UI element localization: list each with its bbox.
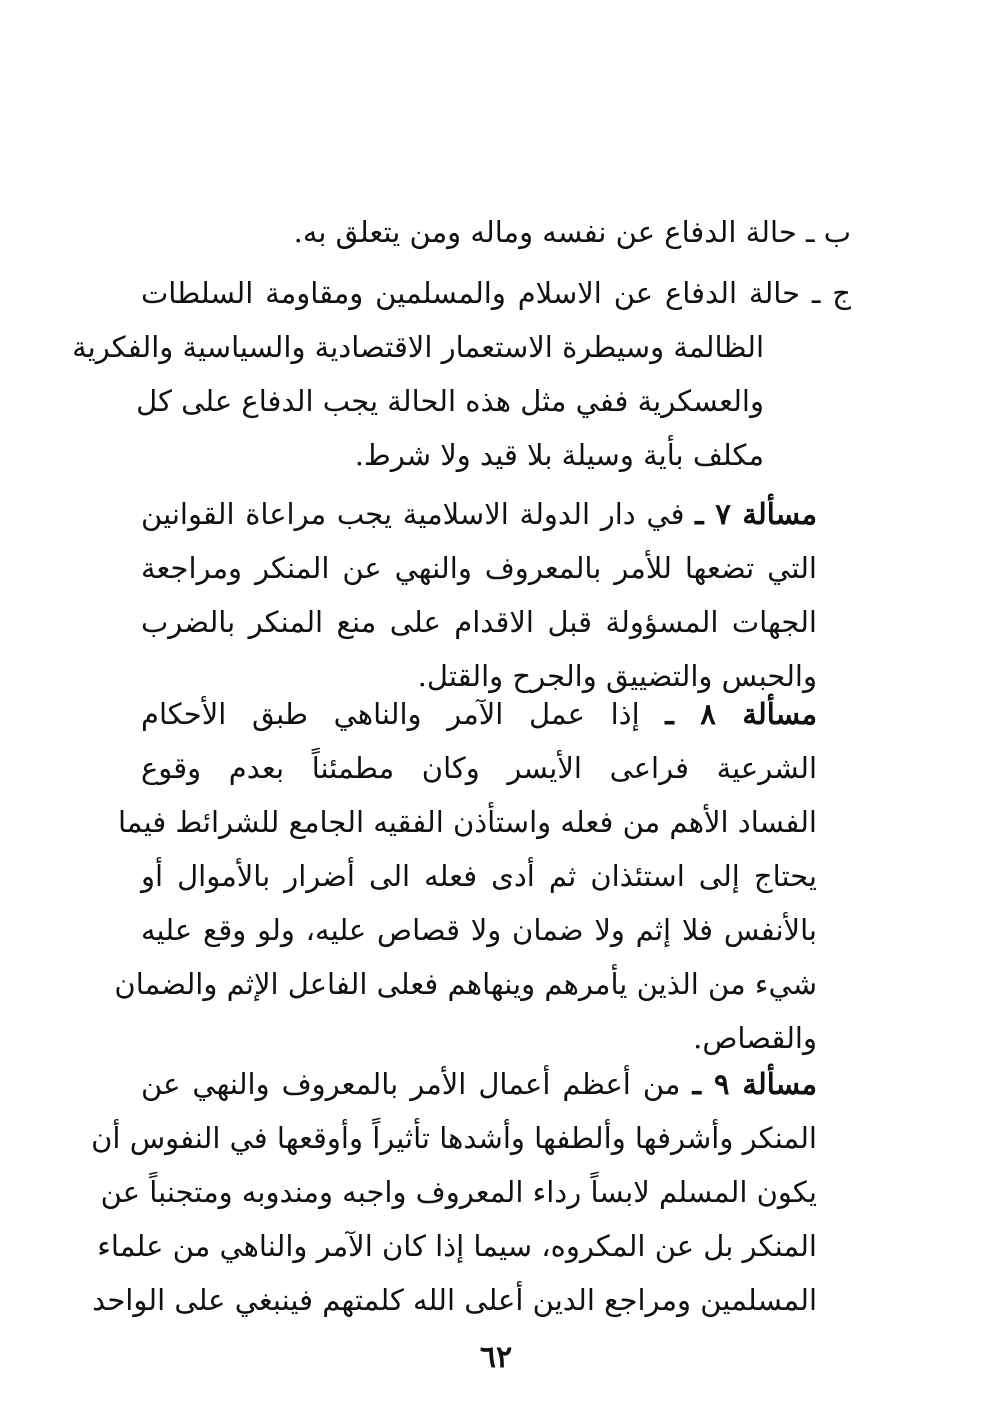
- item-c-line-1: ج ـ حالة الدفاع عن الاسلام والمسلمين ومقاومة السلطات: [141, 276, 851, 310]
- masala-7-line-1: [141, 494, 817, 534]
- item-c-line-4: مكلف بأية وسيلة بلا قيد ولا شرط.: [354, 438, 764, 472]
- item-c-line-3: والعسكرية ففي مثل هذه الحالة يجب الدفاع على كل: [136, 384, 764, 418]
- masala-9-line-5: المسلمين ومراجع الدين أعلى الله كلمتهم فينبغي على الواحد: [92, 1283, 817, 1317]
- masala-8-line-2: الشرعية فراعى الأيسر وكان مطمئناً بعدم وقوع: [141, 751, 817, 785]
- masala-8-label: مسألة ٨ ـ: [665, 697, 818, 731]
- masala-8-text-1: إذا عمل الآمر والناهي طبق الأحكام: [141, 697, 640, 731]
- masala-8-line-7: والقصاص.: [693, 1021, 817, 1055]
- masala-9-label: مسألة ٩ ـ: [692, 1067, 818, 1101]
- masala-9-text-1: من أعظم أعمال الأمر بالمعروف والنهي عن: [141, 1067, 681, 1101]
- page-number: ٦٢: [479, 1340, 513, 1375]
- masala-8-line-6: شيء من الذين يأمرهم وينهاهم فعلى الفاعل الإثم والضمان: [114, 967, 817, 1001]
- masala-8-line-5: بالأنفس فلا إثم ولا ضمان ولا قصاص عليه، ولو وقع عليه: [141, 913, 817, 947]
- masala-7-line-4: والحبس والتضييق والجرح والقتل.: [417, 659, 817, 693]
- item-c-line-2: الظالمة وسيطرة الاستعمار الاقتصادية والسياسية والفكرية: [72, 330, 764, 364]
- masala-7-label: مسألة ٧ ـ: [695, 497, 817, 531]
- masala-9-line-2: المنكر وأشرفها وألطفها وأشدها تأثيراً وأوقعها في النفوس أن: [91, 1121, 817, 1155]
- masala-8-line-4: يحتاج إلى استئذان ثم أدى فعله الى أضرار بالأموال أو: [141, 859, 817, 893]
- masala-9-line-4: المنكر بل عن المكروه، سيما إذا كان الآمر والناهي من علماء: [97, 1229, 817, 1263]
- item-b-line-1: ب ـ حالة الدفاع عن نفسه وماله ومن يتعلق به.: [293, 215, 851, 249]
- masala-9-line-1: [141, 1064, 817, 1104]
- masala-9-line-3: يكون المسلم لابساً رداء المعروف واجبه ومندوبه ومتجنباً عن: [100, 1175, 817, 1209]
- masala-7-text-1: في دار الدولة الاسلامية يجب مراعاة القوانين: [141, 497, 685, 531]
- masala-8-line-1: [141, 694, 817, 734]
- masala-8-line-3: الفساد الأهم من فعله واستأذن الفقيه الجامع للشرائط فيما: [117, 805, 817, 839]
- masala-7-line-3: الجهات المسؤولة قبل الاقدام على منع المنكر بالضرب: [141, 605, 817, 639]
- masala-7-line-2: التي تضعها للأمر بالمعروف والنهي عن المنكر ومراجعة: [141, 551, 817, 585]
